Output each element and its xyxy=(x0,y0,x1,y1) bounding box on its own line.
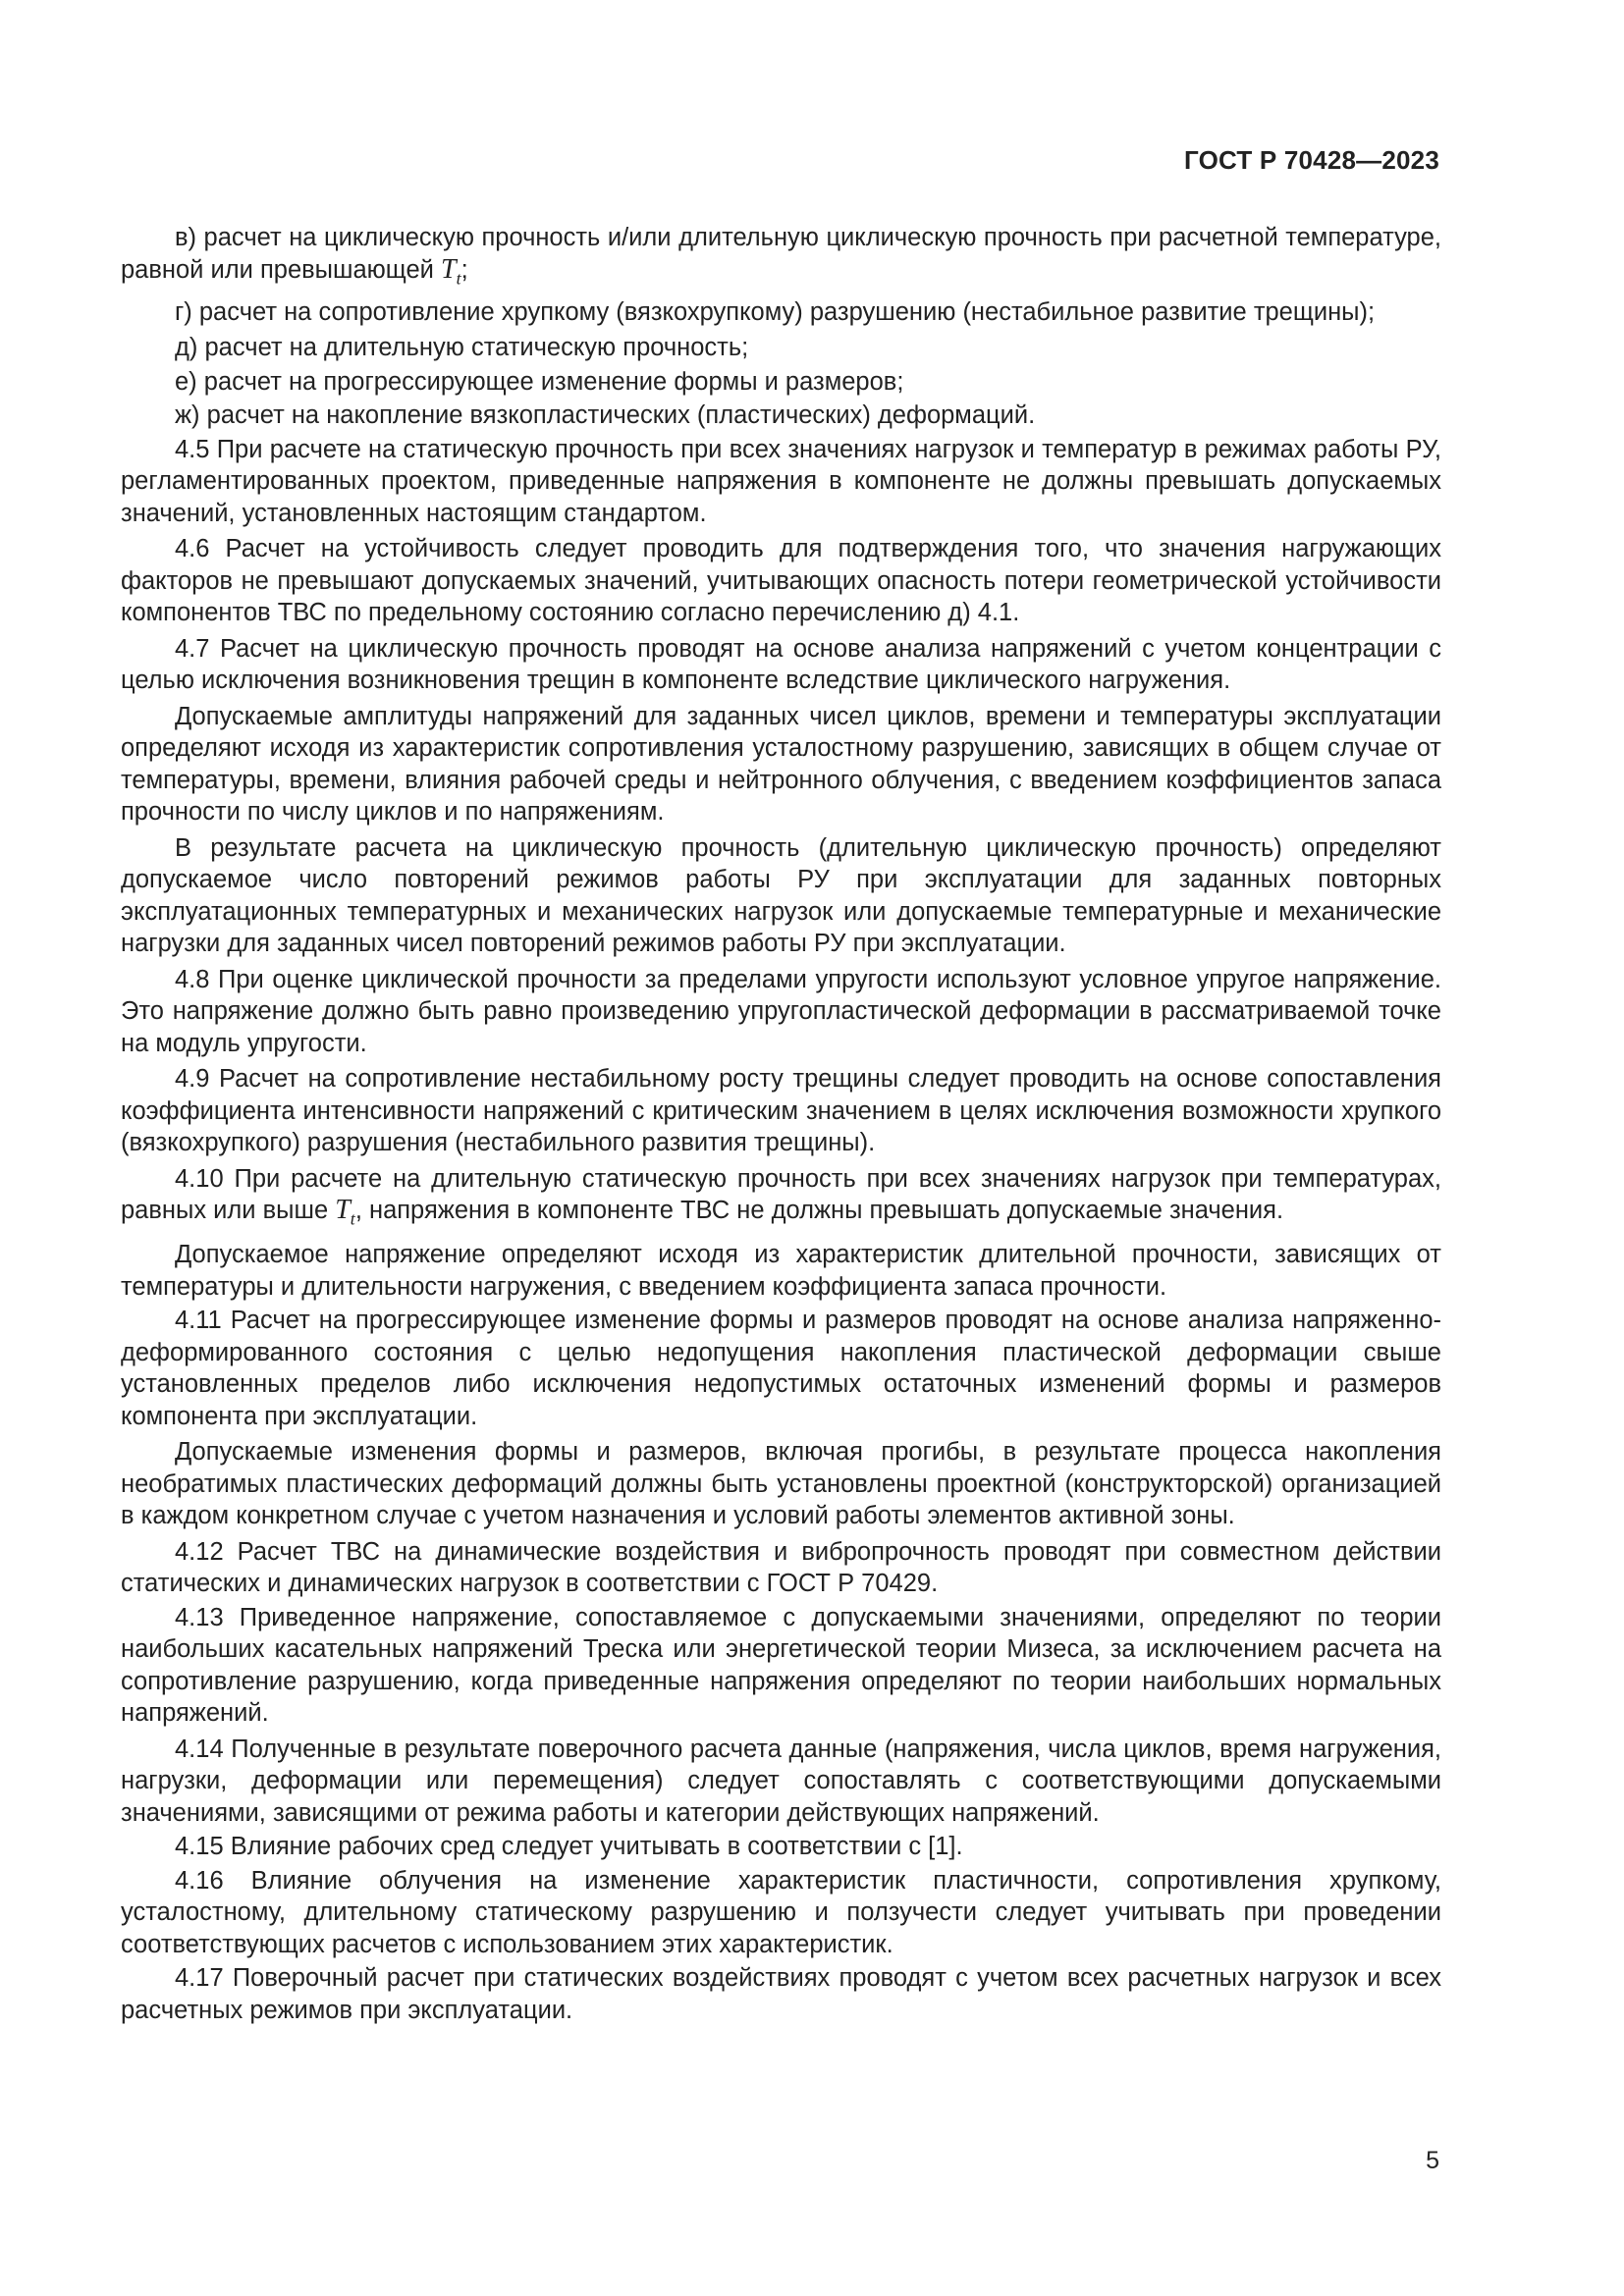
paragraph-v-text: в) расчет на циклическую прочность и/или длительную циклическую прочность при расчетной температуре, равной или превышающей xyxy=(121,224,1441,284)
paragraph-4-10-end: , напряжения в компоненте ТВС не должны превышать допускаемые значения. xyxy=(354,1197,1284,1225)
paragraph-4-12: 4.12 Расчет ТВС на динамические воздействия и вибропрочность проводят при совместном действии статических и динамических нагрузок в соответствии с ГОСТ Р 70429. xyxy=(121,1537,1441,1598)
paragraph-4-7-amplitudes: Допускаемые амплитуды напряжений для заданных чисел циклов, времени и температуры эксплуатации определяют исходя из характеристик сопротивления усталостному разрушению, зависящих в общем случае от температуры, времени, влияния рабочей среды и нейтронного облучения, с введением коэффициентов запаса прочности по числу циклов и по напряжениям. xyxy=(121,702,1441,827)
paragraph-4-13: 4.13 Приведенное напряжение, сопоставляемое с допускаемыми значениями, определяют по теории наибольших касательных напряжений Треска или энергетической теории Мизеса, за исключением расчета на сопротивление разрушению, когда приведенные напряжения определяют по теории наибольших нормальных напряжений. xyxy=(121,1603,1441,1728)
paragraph-4-11: 4.11 Расчет на прогрессирующее изменение формы и размеров проводят на основе анализа напряженно-деформированного состояния с целью недопущения накопления пластической деформации свыше установленных пределов либо исключения недопустимых остаточных изменений формы и размеров компонента при эксплуатации. xyxy=(121,1307,1441,1430)
paragraph-4-11-changes: Допускаемые изменения формы и размеров, включая прогибы, в результате процесса накопления необратимых пластических деформаций должны быть установлены проектной (конструкторской) организацией в каждом конкретном случае с учетом назначения и условий работы элементов активной зоны. xyxy=(121,1438,1441,1530)
paragraph-4-5: 4.5 При расчете на статическую прочность при всех значениях нагрузок и температур в режимах работы РУ, регламентированных проектом, приведенные напряжения в компоненте не должны превышать допускаемых значений, установленных настоящим стандартом. xyxy=(121,435,1441,527)
paragraph-4-15: 4.15 Влияние рабочих сред следует учитывать в соответствии с [1]. xyxy=(175,1833,963,1861)
paragraph-4-10-allowable: Допускаемое напряжение определяют исходя из характеристик длительной прочности, зависящих от температуры и длительности нагружения, с введением коэффициента запаса прочности. xyxy=(121,1241,1441,1301)
paragraph-4-8: 4.8 При оценке циклической прочности за пределами упругости используют условное упругое напряжение. Это напряжение должно быть равно произведению упругопластической деформации в рассматриваемой точке на модуль упругости. xyxy=(121,965,1441,1057)
paragraph-4-6: 4.6 Расчет на устойчивость следует проводить для подтверждения того, что значения нагружающих факторов не превышают допускаемых значений, учитывающих опасность потери геометрической устойчивости компонентов ТВС по предельному состоянию согласно перечислению д) 4.1. xyxy=(121,535,1441,627)
symbol-t-t: $T_t$ xyxy=(335,1195,355,1229)
symbol-t-t: $T_t$ xyxy=(440,253,461,289)
paragraph-g: г) расчет на сопротивление хрупкому (вязкохрупкому) разрушению (нестабильное развитие трещины); xyxy=(175,297,1376,326)
page-number: 5 xyxy=(1426,2147,1439,2174)
paragraph-4-9: 4.9 Расчет на сопротивление нестабильному росту трещины следует проводить на основе сопоставления коэффициента интенсивности напряжений с критическим значением в целях исключения возможности хрупкого (вязкохрупкого) разрушения (нестабильного развития трещины). xyxy=(121,1065,1441,1157)
paragraph-4-10 xyxy=(121,1163,1441,1236)
paragraph-4-7-result: В результате расчета на циклическую прочность (длительную циклическую прочность) определяют допускаемое число повторений режимов работы РУ при эксплуатации для заданных повторных эксплуатационных температурных и механических нагрузок или допускаемые температурные и механические нагрузки для заданных чисел повторений режимов работы РУ при эксплуатации. xyxy=(121,833,1441,958)
document-standard-header: ГОСТ Р 70428—2023 xyxy=(1184,145,1439,175)
paragraph-zh: ж) расчет на накопление вязкопластических (пластических) деформаций. xyxy=(175,401,1036,430)
paragraph-d: д) расчет на длительную статическую прочность; xyxy=(175,334,749,362)
paragraph-4-10-text: 4.10 При расчете на длительную статическую прочность при всех значениях нагрузок при температурах, равных или выше xyxy=(121,1164,1441,1225)
paragraph-e: е) расчет на прогрессирующее изменение формы и размеров; xyxy=(175,367,904,396)
paragraph-4-16: 4.16 Влияние облучения на изменение характеристик пластичности, сопротивления хрупкому, усталостному, длительному статическому разрушению и ползучести следует учитывать при проведении соответствующих расчетов с использованием этих характеристик. xyxy=(121,1866,1441,1958)
paragraph-4-7: 4.7 Расчет на циклическую прочность проводят на основе анализа напряжений с учетом концентрации с целью исключения возникновения трещин в компоненте вследствие циклического нагружения. xyxy=(121,634,1441,695)
document-body xyxy=(121,222,1441,2026)
paragraph-v-end: ; xyxy=(460,255,468,284)
paragraph-4-17: 4.17 Поверочный расчет при статических воздействиях проводят с учетом всех расчетных нагрузок и всех расчетных режимов при эксплуатации. xyxy=(121,1964,1441,2024)
paragraph-v xyxy=(121,222,1441,294)
paragraph-4-14: 4.14 Полученные в результате поверочного расчета данные (напряжения, числа циклов, время нагружения, нагрузки, деформации или перемещения) следует сопоставлять с соответствующими допускаемыми значениями, зависящими от режима работы и категории действующих напряжений. xyxy=(121,1735,1441,1827)
